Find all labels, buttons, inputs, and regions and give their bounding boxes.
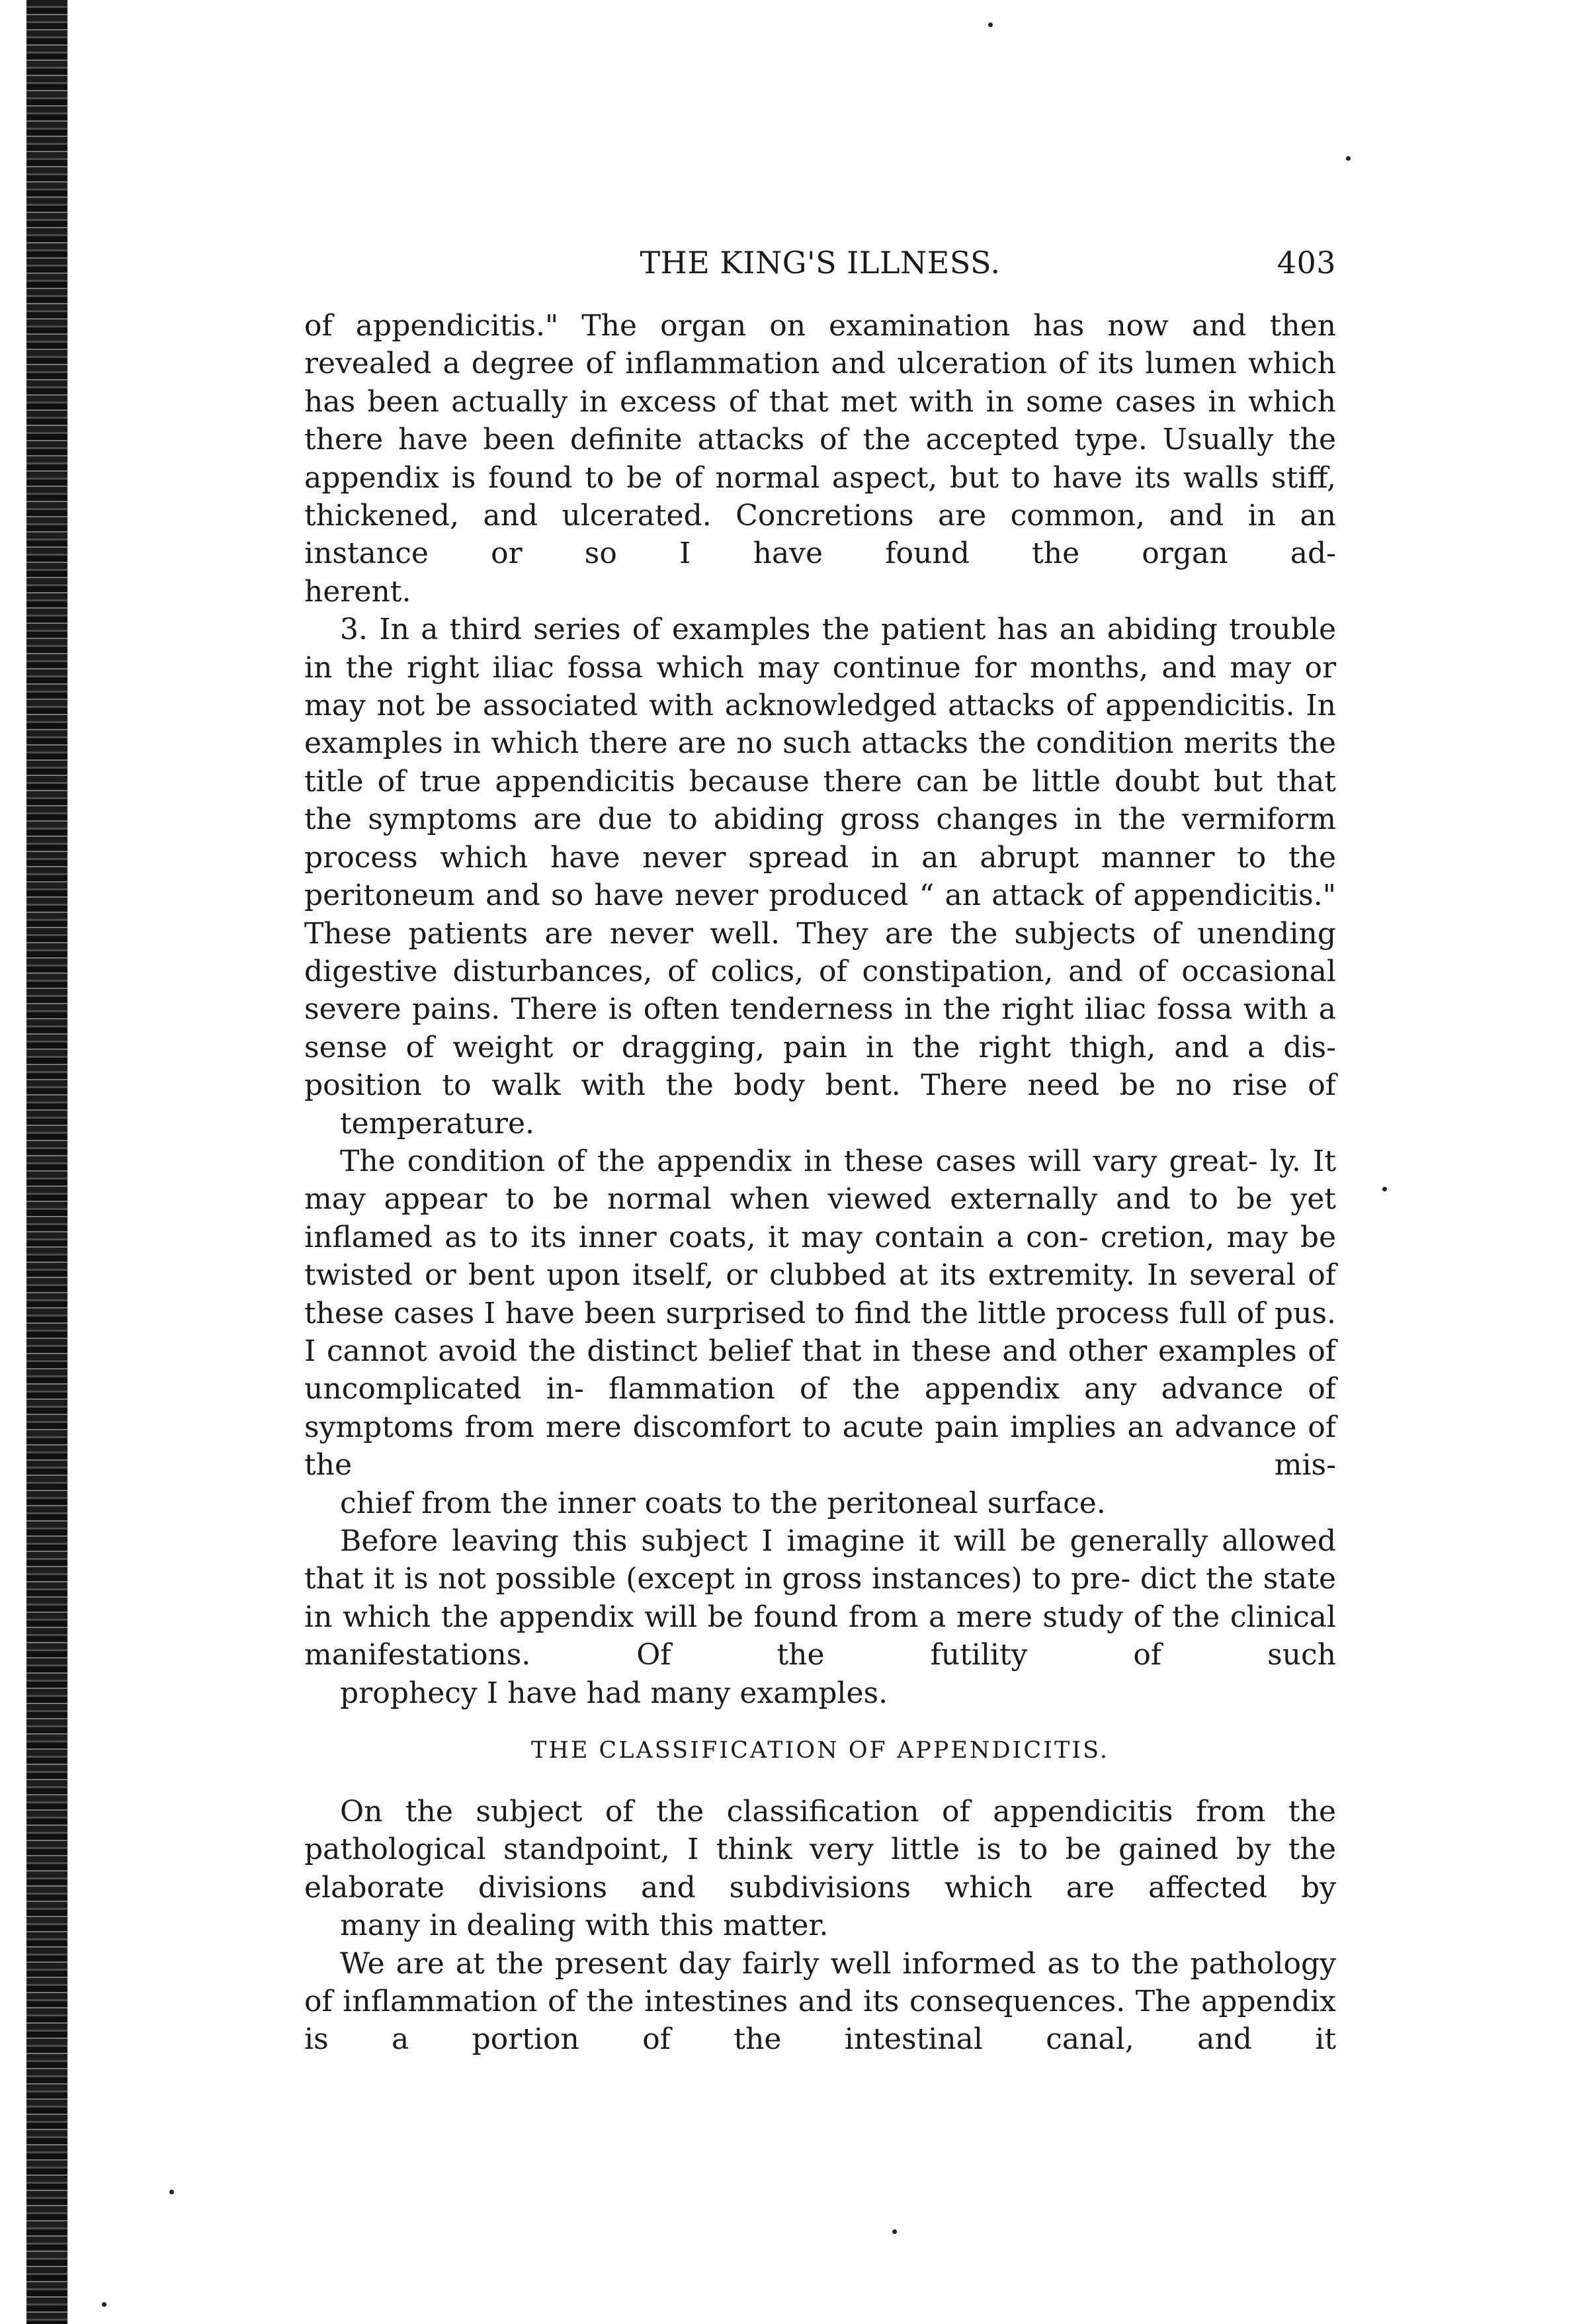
book-page <box>304 245 1336 2059</box>
paragraph-last-line: prophecy I have had many examples. <box>340 1676 888 1710</box>
paragraph <box>304 1793 1336 1945</box>
paragraph-text: We are at the present day fairly well informed as to the pathology of inflammation of the intestines and its consequences. The appendix is a portion of the intestinal canal, and it <box>304 1946 1336 2057</box>
paragraph-last-line: herent. <box>304 574 411 609</box>
paragraph <box>304 611 1336 1142</box>
running-head <box>304 245 1336 284</box>
binding-edge <box>26 0 67 2324</box>
paragraph-last-line: many in dealing with this matter. <box>340 1909 829 1943</box>
paragraph-text: of appendicitis." The organ on examination has now and then revealed a degree of inflammation and ulceration of its lumen which has been actually in excess of that met with in some cases in which there have been definite attacks of the accepted type. Usually the appendix is found to be of normal aspect, but to have its walls stiff, thickened, and ulcerated. Concretions are common, and in an instance or so I have found the organ ad- <box>304 309 1336 571</box>
print-speck <box>988 22 993 27</box>
print-speck <box>892 2229 897 2234</box>
paragraph-text: 3. In a third series of examples the patient has an abiding trouble in the right iliac fossa which may continue for months, and may or may not be associated with acknowledged attacks of appendicitis. In examples in which there are no such attacks the condition merits the title of true appendicitis because there can be little doubt but that the symptoms are due to abiding gross changes in the vermiform process which have never spread in an abrupt manner to the peritoneum and so have never produced “ an attack of appendicitis." These patients are never well. They are the subjects of unending digestive disturbances, of colics, of constipation, and of occasional severe pains. There is often tenderness in the right iliac fossa with a sense of weight or dragging, pain in the right thigh, and a dis- position to walk with the body bent. There need be no rise of <box>304 613 1336 1103</box>
paragraph-last-line: temperature. <box>340 1106 534 1140</box>
paragraph <box>304 1142 1336 1522</box>
paragraph <box>304 1522 1336 1712</box>
paragraph <box>304 1945 1336 2059</box>
paragraph-text: On the subject of the classification of appendicitis from the pathological standpoint, I think very little is to be gained by the elaborate divisions and subdivisions which are affected by <box>304 1795 1336 1905</box>
paragraph-text: Before leaving this subject I imagine it will be generally allowed that it is not possible (except in gross instances) to pre- dict the state in which the appendix will be found from a mere study of the clinical manifestations. Of the futility of such <box>304 1524 1336 1672</box>
section-heading: THE CLASSIFICATION OF APPENDICITIS. <box>530 1737 1110 1764</box>
print-speck <box>169 2190 174 2194</box>
paragraph-text: The condition of the appendix in these cases will vary great- ly. It may appear to be normal when viewed externally and to be yet inflamed as to its inner coats, it may contain a con- cretion, may be twisted or bent upon itself, or clubbed at its extremity. In several of these cases I have been surprised to find the little process full of pus. I cannot avoid the distinct belief that in these and other examples of uncomplicated in- flammation of the appendix any advance of symptoms from mere discomfort to acute pain implies an advance of the mis- <box>304 1144 1336 1483</box>
print-speck <box>1346 156 1351 161</box>
running-title: THE KING'S ILLNESS. <box>640 245 1001 280</box>
paragraph <box>304 307 1336 611</box>
print-speck <box>1382 1187 1387 1191</box>
paragraph-last-line: chief from the inner coats to the peritoneal surface. <box>340 1486 1106 1520</box>
page-number: 403 <box>1277 245 1336 280</box>
print-speck <box>102 2302 106 2307</box>
